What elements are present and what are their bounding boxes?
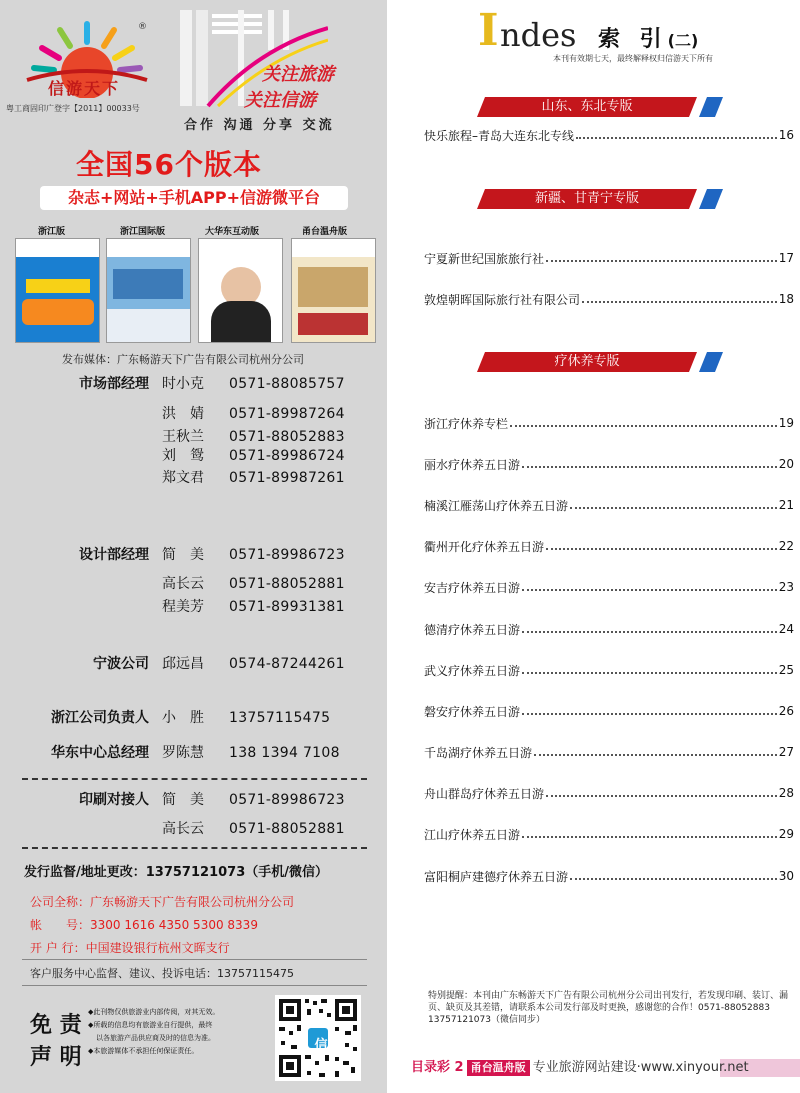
index-title-suffix: (二) bbox=[667, 31, 699, 50]
entry-dots bbox=[546, 548, 777, 550]
index-entry[interactable] bbox=[424, 825, 794, 843]
entry-name: 德清疗休养五日游 bbox=[424, 622, 521, 637]
entry-page: 28 bbox=[778, 786, 794, 800]
contact-phone: 0571-88085757 bbox=[229, 376, 345, 392]
special-notice: 特别提醒：本刊由广东畅游天下广告有限公司杭州分公司出刊发行，若发现印刷、装订、漏页、缺页及其差错，请联系本公司发行部及时更换，感谢您的合作！0571-88052883 13757121073（微信同步） bbox=[428, 991, 789, 1025]
entry-page: 26 bbox=[778, 704, 794, 718]
contact-name: 邱远昌 bbox=[162, 656, 204, 672]
entry-page: 23 bbox=[778, 580, 794, 594]
slogan-line-1: 关注旅游 bbox=[262, 64, 334, 85]
brand-name: 信游天下 bbox=[48, 79, 121, 98]
contact-row bbox=[0, 374, 387, 394]
entry-page: 22 bbox=[778, 539, 794, 553]
index-title-text: 索 引 bbox=[598, 27, 668, 52]
contact-phone: 0574-87244261 bbox=[229, 656, 345, 672]
contact-phone: 0571-89986723 bbox=[229, 547, 345, 563]
contact-phone: 13757115475 bbox=[229, 710, 331, 726]
contact-phone: 138 1394 7108 bbox=[229, 745, 340, 761]
entry-dots bbox=[546, 795, 777, 797]
contact-phone: 0571-89931381 bbox=[229, 599, 345, 615]
contact-name: 简 美 bbox=[162, 792, 204, 808]
entry-name: 磐安疗休养五日游 bbox=[424, 704, 521, 719]
entry-page: 24 bbox=[778, 622, 794, 636]
index-entry[interactable] bbox=[424, 290, 794, 308]
contact-role: 设计部经理 bbox=[79, 547, 149, 563]
contact-name: 刘 鸳 bbox=[162, 448, 204, 464]
contact-role: 华东中心总经理 bbox=[51, 745, 149, 761]
entry-name: 楠溪江雁荡山疗休养五日游 bbox=[424, 498, 569, 513]
supervise-line: 发行监督/地址更改：13757121073（手机/微信） bbox=[24, 865, 328, 880]
license-number: 粤工商固印广登字【2011】00033号 bbox=[6, 104, 140, 113]
index-entry[interactable] bbox=[424, 496, 794, 514]
contact-name: 高长云 bbox=[162, 576, 204, 592]
entry-name: 宁夏新世纪国旅旅行社 bbox=[424, 251, 545, 266]
contact-row bbox=[0, 597, 387, 617]
contact-row bbox=[0, 446, 387, 466]
index-entry[interactable] bbox=[424, 126, 794, 144]
contact-role: 浙江公司负责人 bbox=[51, 710, 149, 726]
section-title: 疗休养专版 bbox=[554, 354, 620, 369]
publisher-text: 发布媒体：广东畅游天下广告有限公司杭州分公司 bbox=[62, 353, 304, 366]
contact-row bbox=[0, 790, 387, 810]
index-entry[interactable] bbox=[424, 620, 794, 638]
entry-page: 25 bbox=[778, 663, 794, 677]
entry-name: 富阳桐庐建德疗休养五日游 bbox=[424, 869, 569, 884]
contact-name: 洪 婧 bbox=[162, 406, 204, 422]
entry-dots bbox=[522, 631, 777, 633]
contact-name: 郑文君 bbox=[162, 470, 204, 486]
index-entry[interactable] bbox=[424, 661, 794, 679]
entry-page: 27 bbox=[778, 745, 794, 759]
disclaimer-text bbox=[88, 1006, 268, 1058]
entry-name: 武义疗休养五日游 bbox=[424, 663, 521, 678]
index-title bbox=[598, 22, 698, 53]
entry-dots bbox=[576, 137, 777, 139]
service-hotline: 客户服务中心监督、建议、投诉电话：13757115475 bbox=[30, 967, 294, 980]
banner-blue-shape bbox=[699, 97, 723, 117]
entry-dots bbox=[522, 713, 777, 715]
entry-page: 19 bbox=[778, 416, 794, 430]
edition-cover-image[interactable] bbox=[198, 238, 283, 343]
banner-blue-shape bbox=[699, 189, 723, 209]
edition-label: 大华东互动版 bbox=[205, 227, 260, 237]
contact-row bbox=[0, 743, 387, 763]
contact-role: 印刷对接人 bbox=[79, 792, 149, 808]
edition-label: 浙江版 bbox=[38, 227, 66, 237]
footer bbox=[411, 1059, 749, 1077]
contact-name: 罗陈慧 bbox=[162, 745, 204, 761]
contact-role: 市场部经理 bbox=[79, 376, 149, 392]
company-account: 帐 号：3300 1616 4350 5300 8339 bbox=[30, 918, 258, 932]
edition-label: 甬台温舟版 bbox=[302, 227, 348, 237]
disclaimer-title: 声 明 bbox=[30, 1045, 82, 1070]
validity-notice: 本刊有效期七天，最终解释权归信游天下所有 bbox=[553, 54, 713, 63]
contact-role: 宁波公司 bbox=[93, 656, 149, 672]
index-letter-i: I bbox=[478, 5, 499, 56]
entry-dots bbox=[582, 301, 777, 303]
entry-page: 29 bbox=[778, 827, 794, 841]
entry-page: 18 bbox=[778, 292, 794, 306]
entry-dots bbox=[522, 466, 777, 468]
divider bbox=[22, 985, 367, 986]
contact-name: 时小克 bbox=[162, 376, 204, 392]
entry-name: 快乐旅程–青岛大连东北专线 bbox=[424, 128, 575, 143]
section-title: 山东、东北专版 bbox=[541, 99, 633, 114]
contact-row bbox=[0, 404, 387, 424]
entry-dots bbox=[522, 672, 777, 674]
edition-cover-image[interactable] bbox=[291, 238, 376, 343]
contact-row bbox=[0, 654, 387, 674]
footer-edition-badge: 甬台温舟版 bbox=[467, 1060, 530, 1076]
entry-name: 衢州开化疗休养五日游 bbox=[424, 539, 545, 554]
banner-blue-shape bbox=[699, 352, 723, 372]
dashed-divider bbox=[22, 847, 367, 849]
entry-dots bbox=[534, 754, 777, 756]
entry-name: 敦煌朝晖国际旅行社有限公司 bbox=[424, 292, 581, 307]
disclaimer-item: ◆所载的信息均有旅游业自行提供，最终 bbox=[88, 1021, 213, 1029]
index-entry[interactable] bbox=[424, 784, 794, 802]
section-title: 新疆、甘青宁专版 bbox=[534, 191, 639, 206]
entry-dots bbox=[522, 589, 777, 591]
entry-name: 浙江疗休养专栏 bbox=[424, 416, 509, 431]
contact-row bbox=[0, 708, 387, 728]
section-banner bbox=[477, 97, 727, 117]
index-entry[interactable] bbox=[424, 743, 794, 761]
footer-website-link[interactable]: 专业旅游网站建设·www.xinyour.net bbox=[532, 1060, 749, 1075]
qr-badge: 信 bbox=[314, 1038, 328, 1053]
promo-headline: 全国56个版本 bbox=[76, 148, 262, 181]
contact-name: 高长云 bbox=[162, 821, 204, 837]
index-letters: ndes bbox=[500, 16, 577, 54]
contact-row bbox=[0, 574, 387, 594]
contact-phone: 0571-89986724 bbox=[229, 448, 345, 464]
entry-name: 丽水疗休养五日游 bbox=[424, 457, 521, 472]
index-entry[interactable] bbox=[424, 455, 794, 473]
entry-name: 千岛湖疗休养五日游 bbox=[424, 745, 533, 760]
entry-name: 舟山群岛疗休养五日游 bbox=[424, 786, 545, 801]
entry-dots bbox=[570, 507, 777, 509]
edition-cover-image[interactable] bbox=[106, 238, 191, 343]
index-entry[interactable] bbox=[424, 537, 794, 555]
section-banner bbox=[477, 352, 727, 372]
platforms-banner: 杂志+网站+手机APP+信游微平台 bbox=[40, 186, 348, 210]
slogan-line-2: 关注信游 bbox=[244, 90, 316, 111]
contact-row bbox=[0, 545, 387, 565]
disclaimer-item: 以各旅游产品供应商及时的信息为准。 bbox=[96, 1034, 215, 1042]
entry-dots bbox=[546, 260, 777, 262]
entry-name: 安吉疗休养五日游 bbox=[424, 580, 521, 595]
entry-page: 30 bbox=[778, 869, 794, 883]
contact-row bbox=[0, 819, 387, 839]
contact-phone: 0571-89987264 bbox=[229, 406, 345, 422]
contact-phone: 0571-88052881 bbox=[229, 821, 345, 837]
contact-row bbox=[0, 468, 387, 488]
disclaimer-item: ◆本旅游媒体不承担任何保证责任。 bbox=[88, 1047, 199, 1055]
disclaimer-item: ◆此刊物仅供旅游业内部传阅，对其无效。 bbox=[88, 1008, 220, 1016]
registered-mark: ® bbox=[138, 22, 147, 32]
index-entry[interactable] bbox=[424, 578, 794, 596]
edition-cover-image[interactable] bbox=[15, 238, 100, 343]
index-entry[interactable] bbox=[424, 702, 794, 720]
entry-page: 17 bbox=[778, 251, 794, 265]
dashed-divider bbox=[22, 778, 367, 780]
entry-dots bbox=[510, 425, 777, 427]
entry-dots bbox=[522, 836, 777, 838]
entry-dots bbox=[570, 878, 777, 880]
contact-name: 简 美 bbox=[162, 547, 204, 563]
left-panel bbox=[0, 0, 387, 1093]
divider bbox=[22, 959, 367, 960]
contact-phone: 0571-89986723 bbox=[229, 792, 345, 808]
company-bank: 开 户 行：中国建设银行杭州文晖支行 bbox=[30, 941, 230, 955]
contact-phone: 0571-88052881 bbox=[229, 576, 345, 592]
section-banner bbox=[477, 189, 727, 209]
entry-page: 16 bbox=[778, 128, 794, 142]
contact-name: 小 胜 bbox=[162, 710, 204, 726]
contact-phone: 0571-88052883 bbox=[229, 429, 345, 445]
contact-name: 王秋兰 bbox=[162, 429, 204, 445]
entry-page: 21 bbox=[778, 498, 794, 512]
index-entry[interactable] bbox=[424, 414, 794, 432]
disclaimer-title: 免 责 bbox=[30, 1013, 82, 1038]
index-entry[interactable] bbox=[424, 249, 794, 267]
edition-label: 浙江国际版 bbox=[120, 227, 166, 237]
index-entry[interactable] bbox=[424, 867, 794, 885]
footer-page-label: 目录彩 2 bbox=[411, 1060, 464, 1075]
contact-row bbox=[0, 427, 387, 447]
entry-page: 20 bbox=[778, 457, 794, 471]
entry-name: 江山疗休养五日游 bbox=[424, 827, 521, 842]
company-fullname: 公司全称：广东畅游天下广告有限公司杭州分公司 bbox=[30, 895, 295, 909]
brand-values: 合作 沟通 分享 交流 bbox=[184, 118, 335, 133]
contact-phone: 0571-89987261 bbox=[229, 470, 345, 486]
contact-name: 程美芳 bbox=[162, 599, 204, 615]
